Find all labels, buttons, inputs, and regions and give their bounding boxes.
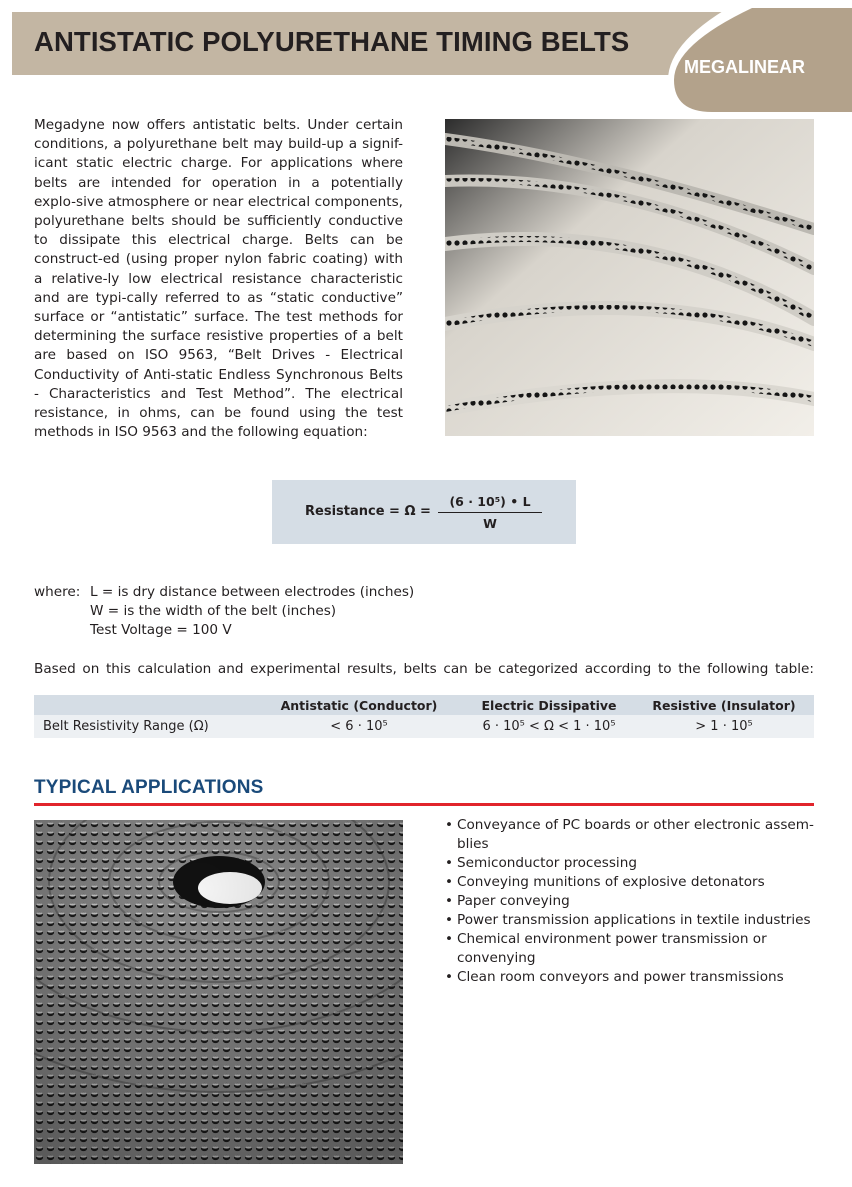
list-item bbox=[445, 911, 817, 930]
intro-paragraph: Megadyne now offers antistatic belts. Under certain conditions, a polyurethane belt may build-up a signif-icant static electric charge. For applications where belts are intended for operation in a potentially explo-sive atmosphere or near electrical components, polyurethane belts should be sufficiently conductive to dissipate this electrical charge. Belts can be construct-ed (using proper nylon fabric coating) with a relative-ly low electrical resistance characteristic and are typi-cally referred to as “static conductive” surface or “antistatic” surface. The test methods for determining the surface resistive properties of a belt are based on ISO 9563, “Belt Drives - Electrical Conductivity of Anti-static Endless Synchronous Belts - Characteristics and Test Method”. The electrical resistance, in ohms, can be found using the test methods in ISO 9563 and the following equation: bbox=[34, 117, 403, 441]
fraction-line bbox=[438, 512, 542, 513]
table-header bbox=[34, 695, 254, 715]
table-header-row bbox=[34, 695, 814, 715]
formula-box bbox=[272, 480, 576, 544]
list-item-text: Chemical environment power transmission or convenying bbox=[457, 931, 767, 966]
bullet-icon: • bbox=[445, 874, 454, 890]
page-title: ANTISTATIC POLYURETHANE TIMING BELTS bbox=[34, 26, 630, 57]
where-label: where: bbox=[34, 584, 81, 600]
section-title: TYPICAL APPLICATIONS bbox=[34, 777, 264, 798]
belt-pulley-photo bbox=[34, 820, 403, 1164]
based-paragraph: Based on this calculation and experimental results, belts can be categorized according to the following table: bbox=[34, 661, 814, 677]
list-item-text: Paper conveying bbox=[457, 893, 570, 909]
formula-left: Resistance = Ω = bbox=[305, 504, 431, 519]
table-header: Electric Dissipative bbox=[464, 695, 634, 715]
list-item bbox=[445, 968, 817, 987]
list-item bbox=[445, 873, 817, 892]
bullet-icon: • bbox=[445, 931, 454, 947]
where-line: W = is the width of the belt (inches) bbox=[90, 603, 337, 619]
bullet-icon: • bbox=[445, 893, 454, 909]
table-cell: Belt Resistivity Range (Ω) bbox=[34, 715, 254, 738]
table-cell: 6 · 10⁵ < Ω < 1 · 10⁵ bbox=[464, 715, 634, 738]
bullet-icon: • bbox=[445, 855, 454, 871]
section-divider bbox=[34, 803, 814, 806]
bullet-icon: • bbox=[445, 817, 454, 833]
list-item bbox=[445, 816, 817, 854]
timing-belts-photo bbox=[445, 119, 814, 436]
table-cell: > 1 · 10⁵ bbox=[634, 715, 814, 738]
applications-list bbox=[445, 816, 817, 987]
list-item-text: Conveying munitions of explosive detonators bbox=[457, 874, 765, 890]
list-item bbox=[445, 892, 817, 911]
where-line: L = is dry distance between electrodes (inches) bbox=[90, 584, 415, 600]
bullet-icon: • bbox=[445, 969, 454, 985]
resistivity-table bbox=[34, 695, 814, 738]
list-item-text: Semiconductor processing bbox=[457, 855, 637, 871]
formula-numerator: (6 · 10⁵) • L bbox=[449, 494, 531, 509]
table-cell: < 6 · 10⁵ bbox=[254, 715, 464, 738]
table-header: Antistatic (Conductor) bbox=[254, 695, 464, 715]
where-line: Test Voltage = 100 V bbox=[90, 622, 232, 638]
table-row bbox=[34, 715, 814, 738]
table-header: Resistive (Insulator) bbox=[634, 695, 814, 715]
brand-label: MEGALINEAR bbox=[684, 57, 805, 77]
formula-denominator: W bbox=[483, 516, 497, 531]
list-item bbox=[445, 854, 817, 873]
list-item bbox=[445, 930, 817, 968]
bullet-icon: • bbox=[445, 912, 454, 928]
list-item-text: Clean room conveyors and power transmissions bbox=[457, 969, 784, 985]
list-item-text: Conveyance of PC boards or other electronic assem-blies bbox=[457, 817, 814, 852]
list-item-text: Power transmission applications in textile industries bbox=[457, 912, 811, 928]
